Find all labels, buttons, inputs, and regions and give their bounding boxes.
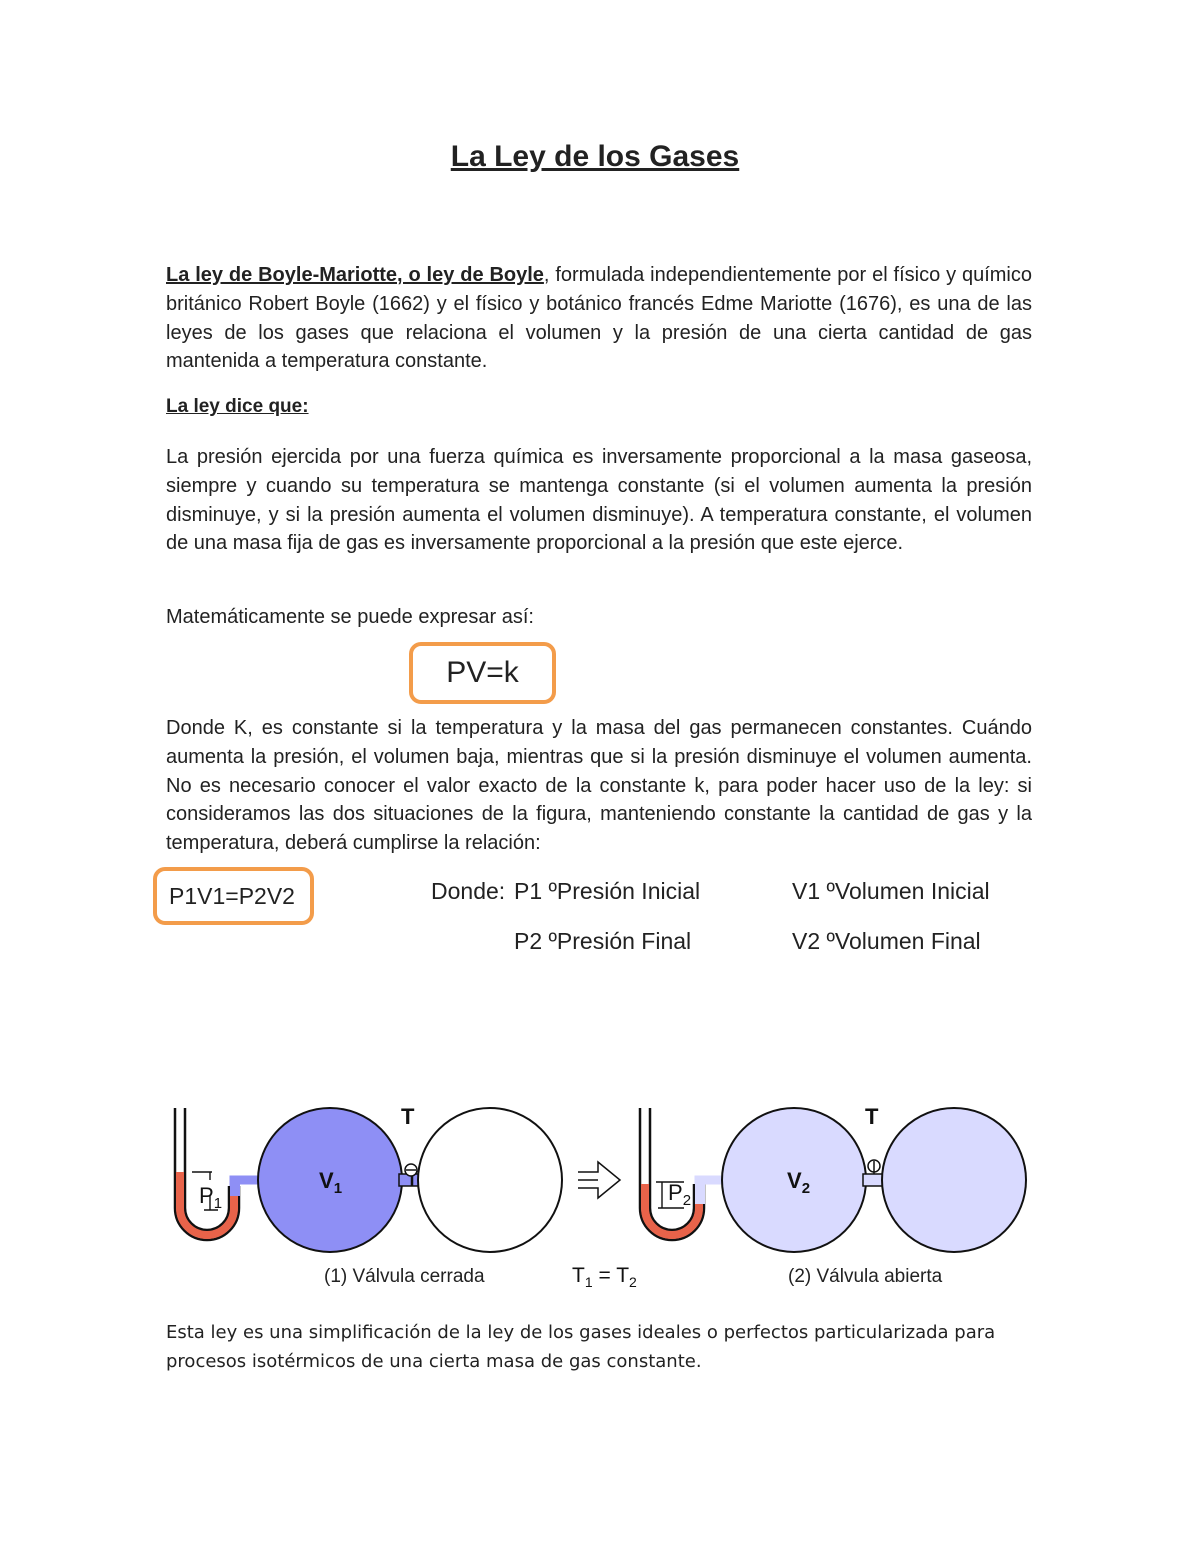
intro-paragraph (166, 261, 1032, 376)
intro-text: , formulada independientemente por el físico y químico británico Robert Boyle (1662) y el físico y botánico francés Edme Mariotte (1676), es una de las leyes de los gases que relaciona el volumen y la presión de una cierta cantidad de gas mantenida a temperatura constante. (166, 264, 1032, 373)
definition-p1: P1 ºPresión Inicial (514, 878, 701, 904)
temperature-label-1: T (401, 1104, 415, 1129)
pressure-label-2: $P_2$ (668, 1180, 692, 1209)
pressure-label-1: $P_1$ (199, 1183, 223, 1212)
relation-text: P1V1=P2V2 (169, 882, 295, 909)
definition-v2: V2 ºVolumen Final (792, 928, 981, 954)
caption-valve-closed: (1) Válvula cerrada (324, 1266, 485, 1287)
manometer-tube-1-inner (185, 1108, 229, 1230)
boyle-experiment-figure (170, 1100, 1040, 1295)
formula-text: PV=k (446, 656, 519, 689)
math-intro: Matemáticamente se puede expresar así: (166, 606, 534, 628)
volume-label-1: $V_1$ (319, 1168, 343, 1197)
manometer-tube-2-inner (650, 1108, 694, 1230)
law-heading: La ley dice que: (166, 396, 309, 417)
formula-box (409, 642, 556, 704)
gas-flask-3 (882, 1108, 1026, 1252)
relation-box (153, 867, 314, 925)
page-title: La Ley de los Gases (450, 140, 740, 173)
intro-lead: La ley de Boyle-Mariotte, o ley de Boyle (166, 264, 544, 286)
temperature-equality: $T_1 = T_2$ (572, 1264, 637, 1290)
definition-v1: V1 ºVolumen Inicial (792, 878, 990, 904)
closing-paragraph: Esta ley es una simplificación de la ley de los gases ideales o perfectos particularizada para procesos isotérmicos de una cierta masa de gas constante. (166, 1322, 996, 1372)
temperature-label-2: T (865, 1104, 879, 1129)
explanation-paragraph: Donde K, es constante si la temperatura y la masa del gas permanecen constantes. Cuándo aumenta la presión, el volumen baja, mientras que si la presión disminuye el volumen aumenta. No es necesario conocer el valor exacto de la constante k, para poder hacer uso de la ley: si consideramos las dos situaciones de la figura, manteniendo constante la cantidad de gas y la temperatura, deberá cumplirse la relación: (166, 717, 1032, 855)
definitions-lead: Donde: (431, 878, 506, 904)
law-paragraph: La presión ejercida por una fuerza química es inversamente proporcional a la masa gaseosa, siempre y cuando su temperatura se mantenga constante (si el volumen aumenta la presión disminuye, y si la presión aumenta el volumen disminuye). A temperatura constante, el volumen de una masa fija de gas es inversamente proporcional a la presión que este ejerce. (166, 446, 1032, 555)
caption-valve-open: (2) Válvula abierta (788, 1266, 943, 1287)
volume-label-2: $V_2$ (787, 1168, 811, 1197)
transition-arrow-icon (578, 1162, 620, 1198)
empty-flask (418, 1108, 562, 1252)
definition-p2: P2 ºPresión Final (514, 928, 692, 954)
